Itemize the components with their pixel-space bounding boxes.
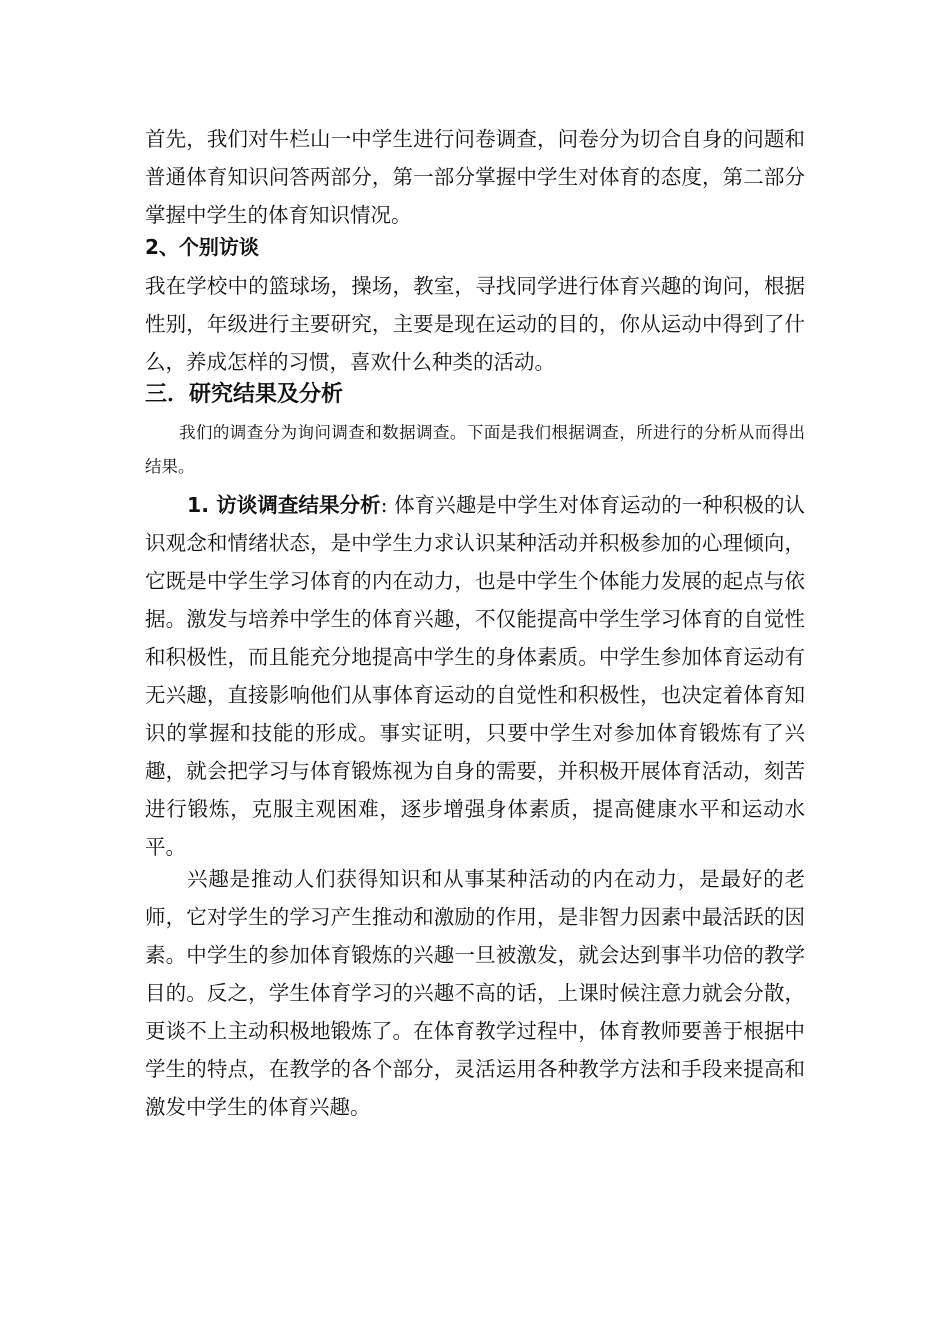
paragraph-analysis: [145, 486, 805, 866]
results-section: [145, 380, 805, 410]
paragraph-interest: 兴趣是推动人们获得知识和从事某种活动的内在动力，是最好的老师，它对学生的学习产生推动和激励的作用，是非智力因素中最活跃的因素。中学生的参加体育锻炼的兴趣一旦被激发，就会达到事半功倍的教学目的。反之，学生体育学习的兴趣不高的话，上课时候注意力就会分散，更谈不上主动积极地锻炼了。在体育教学过程中，体育教师要善于根据中学生的特点，在教学的各个部分，灵活运用各种教学方法和手段来提高和激发中学生的体育兴趣。: [145, 867, 805, 1119]
interview-body: [145, 267, 805, 381]
analysis-body: : 体育兴趣是中学生对体育运动的一种积极的认识观念和情绪状态，是中学生力求认识某种活动并积极参加的心理倾向，它既是中学生学习体育的内在动力，也是中学生个体能力发展的起点与依据。激发与培养中学生的体育兴趣，不仅能提高中学生学习体育的自觉性和积极性，而且能充分地提高中学生的身体素质。中学生参加体育运动有无兴趣，直接影响他们从事体育运动的自觉性和积极性，也决定着体育知识的掌握和技能的形成。事实证明，只要中学生对参加体育锻炼有了兴趣，就会把学习与体育锻炼视为自身的需要，并积极开展体育活动，刻苦进行锻炼，克服主观困难，逐步增强身体素质，提高健康水平和运动水平。: [145, 493, 805, 859]
analysis-lead: 1. 访谈调查结果分析: [187, 493, 381, 517]
paragraph-questionnaire: 首先，我们对牛栏山一中学生进行问卷调查，问卷分为切合自身的问题和普通体育知识问答两部分，第一部分掌握中学生对体育的态度，第二部分掌握中学生的体育知识情况。: [145, 127, 805, 227]
interest-section: [145, 860, 805, 1126]
intro-section: [145, 120, 805, 234]
heading-results-analysis: 三．研究结果及分析: [145, 382, 344, 407]
results-intro: [145, 416, 805, 484]
paragraph-results-intro: 我们的调查分为询问调查和数据调查。下面是我们根据调查，所进行的分析从而得出结果。: [145, 423, 805, 476]
paragraph-interview: 我在学校中的篮球场，操场，教室，寻找同学进行体育兴趣的询问，根据性别，年级进行主要研究，主要是现在运动的目的，你从运动中得到了什么，养成怎样的习惯，喜欢什么种类的活动。: [145, 274, 805, 374]
interview-section: [145, 232, 805, 262]
heading-individual-interview: 2、个别访谈: [145, 235, 259, 259]
analysis-section: [145, 486, 805, 866]
